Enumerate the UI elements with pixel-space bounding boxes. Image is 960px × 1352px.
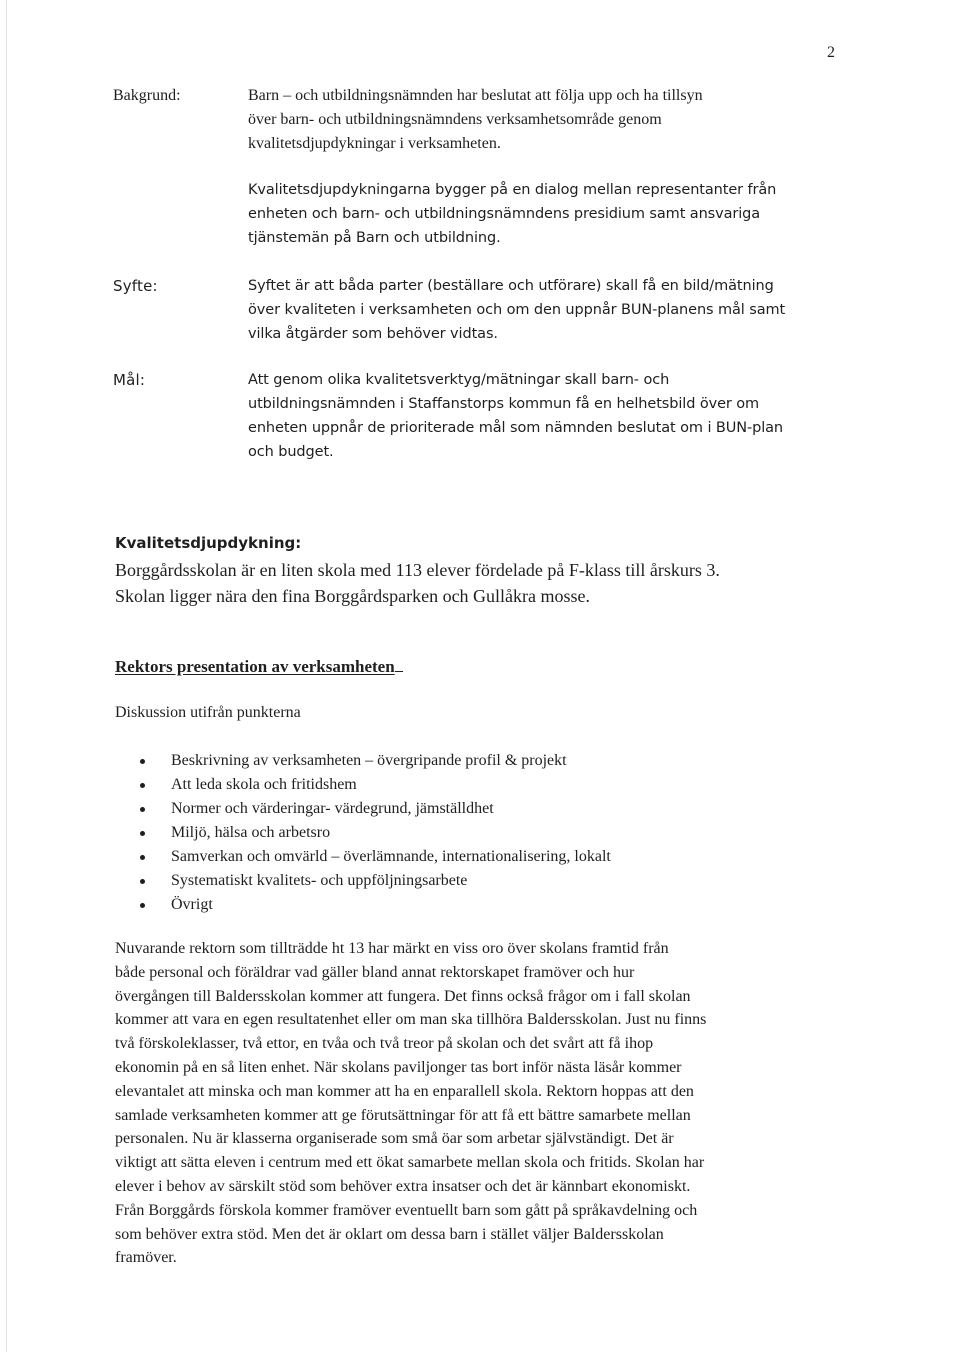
mal-paragraph: [248, 368, 848, 464]
syfte-line: över kvaliteten i verksamheten och om den uppnår BUN-planens mål samt: [248, 302, 786, 318]
kvalitet-line: Skolan ligger nära den fina Borggårdsparken och Gullåkra mosse.: [115, 586, 591, 606]
bakgrund-dialog-line: tjänstemän på Barn och utbildning.: [248, 230, 501, 246]
mal-line: enheten uppnår de prioriterade mål som nämnden beslutat om i BUN-plan: [248, 420, 784, 436]
bullet-dot-icon: [140, 831, 145, 836]
bullet-text: Samverkan och omvärld – överlämnande, internationalisering, lokalt: [171, 848, 611, 865]
bullet-text: Övrigt: [171, 896, 213, 913]
bullet-dot-icon: [140, 903, 145, 908]
body-line: samlade verksamheten kommer att ge förutsättningar för att få ett bättre samarbete mellan: [115, 1106, 691, 1124]
bullet-text: Beskrivning av verksamheten – övergripande profil & projekt: [171, 752, 567, 769]
bullet-text: Systematiskt kvalitets- och uppföljningsarbete: [171, 872, 468, 889]
body-line: framöver.: [115, 1249, 177, 1267]
bullet-dot-icon: [140, 807, 145, 812]
bullet-item: [140, 893, 611, 917]
rektor-heading-text: Rektors presentation av verksamheten: [115, 657, 395, 676]
bullet-item: [140, 749, 611, 773]
syfte-line: Syftet är att båda parter (beställare och utförare) skall få en bild/mätning: [248, 278, 774, 294]
rektor-body-paragraph: [115, 937, 835, 1270]
kvalitetsdjupdykning-paragraph: [115, 557, 875, 609]
kvalitet-line: Borggårdsskolan är en liten skola med 113 elever fördelade på F-klass till årskurs 3.: [115, 560, 720, 580]
bakgrund-line: över barn- och utbildningsnämndens verksamhetsområde genom: [248, 111, 662, 128]
bullet-item: [140, 845, 611, 869]
bakgrund-line: Barn – och utbildningsnämnden har beslutat att följa upp och ha tillsyn: [248, 87, 703, 104]
page-edge-line: [6, 0, 7, 1352]
bullet-dot-icon: [140, 879, 145, 884]
bullet-item: [140, 797, 611, 821]
body-line: Från Borggårds förskola kommer framöver eventuellt barn som gått på språkavdelning och: [115, 1201, 698, 1219]
diskussion-intro: Diskussion utifrån punkterna: [115, 704, 301, 721]
bullet-text: Att leda skola och fritidshem: [171, 776, 357, 793]
bullet-item: [140, 869, 611, 893]
bullet-dot-icon: [140, 783, 145, 788]
mal-line: utbildningsnämnden i Staffanstorps kommun få en helhetsbild över om: [248, 396, 760, 412]
syfte-line: vilka åtgärder som behöver vidtas.: [248, 326, 498, 342]
mal-label: Mål:: [113, 371, 146, 389]
bullet-item: [140, 821, 611, 845]
bullet-item: [140, 773, 611, 797]
body-line: viktigt att sätta eleven i centrum med ett ökat samarbete mellan skola och fritids. Skolan har: [115, 1154, 705, 1172]
bakgrund-paragraph: [248, 84, 848, 156]
page-number: 2: [827, 44, 835, 61]
body-line: två förskoleklasser, två ettor, en tvåa och två treor på skolan och det svårt att få ihop: [115, 1035, 654, 1053]
bakgrund-label: Bakgrund:: [113, 87, 181, 104]
body-line: kommer att vara en egen resultatenhet eller om man ska tillhöra Baldersskolan. Just nu finns: [115, 1011, 707, 1029]
bullet-dot-icon: [140, 855, 145, 860]
body-line: som behöver extra stöd. Men det är oklart om dessa barn i stället väljer Baldersskolan: [115, 1225, 664, 1243]
bakgrund-dialog-line: Kvalitetsdjupdykningarna bygger på en dialog mellan representanter från: [248, 182, 777, 198]
syfte-label: Syfte:: [113, 277, 158, 295]
body-line: Nuvarande rektorn som tillträdde ht 13 har märkt en viss oro över skolans framtid från: [115, 940, 669, 957]
bullet-dot-icon: [140, 759, 145, 764]
discussion-bullet-list: [140, 749, 611, 917]
body-line: övergången till Baldersskolan kommer att fungera. Det finns också frågor om i fall skolan: [115, 987, 691, 1005]
bullet-text: Normer och värderingar- värdegrund, jämställdhet: [171, 800, 494, 817]
kvalitetsdjupdykning-heading: Kvalitetsdjupdykning:: [115, 534, 302, 552]
syfte-paragraph: [248, 274, 848, 346]
bullet-text: Miljö, hälsa och arbetsro: [171, 824, 331, 841]
body-line: elever i behov av särskilt stöd som behöver extra insatser och det är kännbart ekonomiskt.: [115, 1177, 691, 1195]
bakgrund-dialog-line: enheten och barn- och utbildningsnämndens presidium samt ansvariga: [248, 206, 761, 222]
rektor-heading: [115, 656, 403, 677]
bakgrund-dialog-paragraph: [248, 178, 848, 250]
mal-line: och budget.: [248, 444, 334, 460]
body-line: både personal och föräldrar vad gäller bland annat rektorskapet framöver och hur: [115, 963, 635, 981]
body-line: ekonomin på en så liten enhet. När skolans paviljonger tas bort inför nästa läsår kommer: [115, 1058, 682, 1076]
body-line: elevantalet att minska och man kommer att ha en enparallell skola. Rektorn hoppas att den: [115, 1082, 694, 1100]
mal-line: Att genom olika kvalitetsverktyg/mätningar skall barn- och: [248, 372, 670, 388]
heading-underline-tail: [395, 656, 403, 672]
bakgrund-line: kvalitetsdjupdykningar i verksamheten.: [248, 135, 501, 152]
body-line: personalen. Nu är klasserna organiserade som små öar som arbetar självständigt. Det är: [115, 1130, 674, 1148]
